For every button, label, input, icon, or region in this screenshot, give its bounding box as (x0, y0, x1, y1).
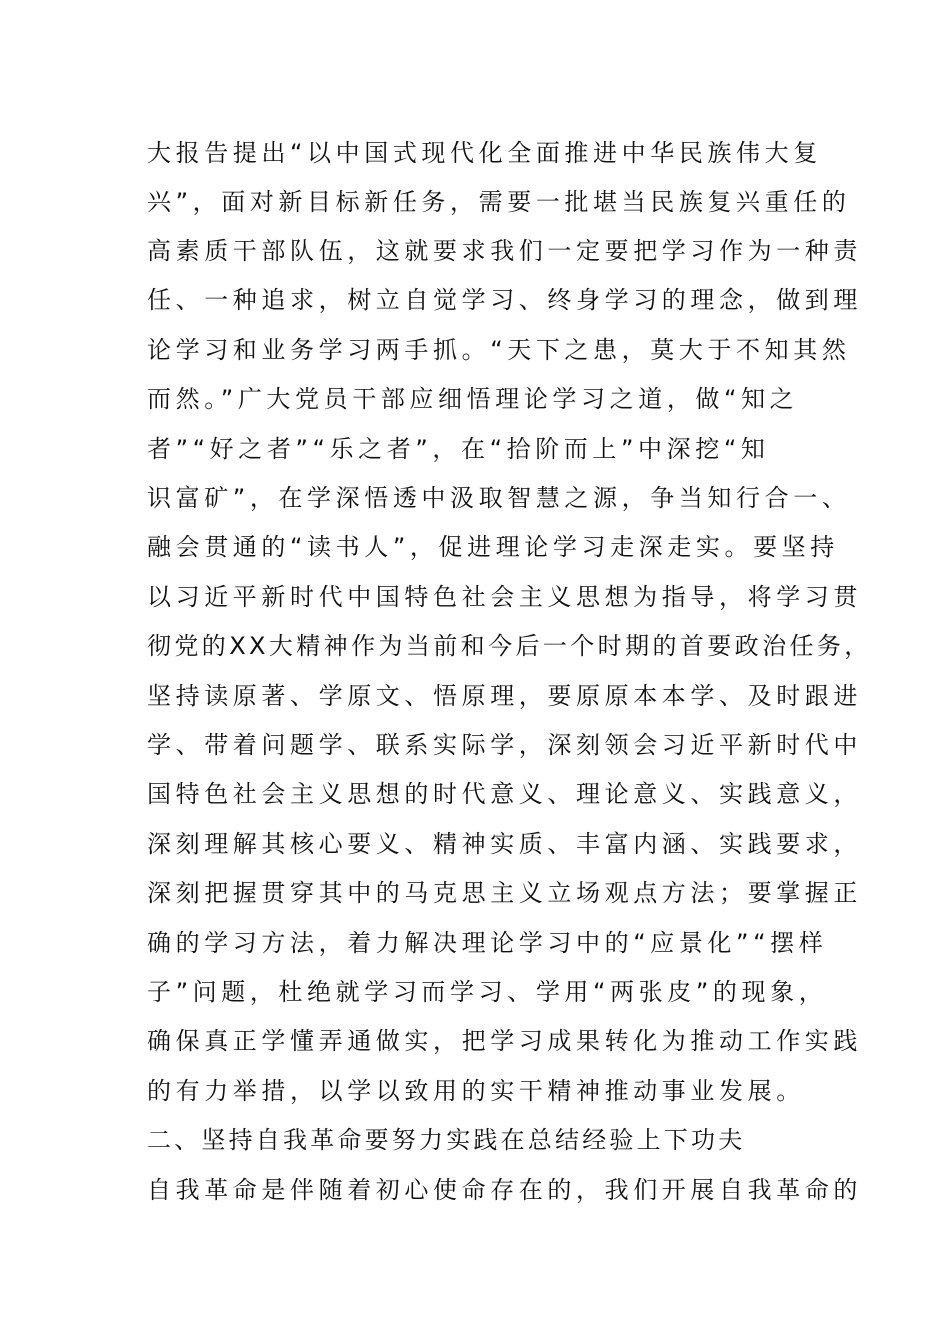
body-text-line: 论学习和业务学习两手抓。“天下之患，莫大于不知其然 (147, 336, 851, 364)
body-text-line: 识富矿”，在学深悟透中汲取智慧之源，争当知行合一、 (147, 484, 851, 512)
body-text-line: 深刻理解其核心要义、精神实质、丰富内涵、实践要求， (147, 830, 862, 858)
body-text-line: 子”问题，杜绝就学习而学习、学用“两张皮”的现象， (147, 978, 828, 1006)
body-text-line: 融会贯通的“读书人”，促进理论学习走深走实。要坚持 (147, 533, 839, 561)
body-text-line: 而然。”广大党员干部应细悟理论学习之道，做“知之 (147, 385, 799, 413)
body-text-line: 确的学习方法，着力解决理论学习中的“应景化”“摆样 (147, 929, 828, 957)
body-text-line: 深刻把握贯穿其中的马克思主义立场观点方法；要掌握正 (147, 879, 862, 907)
body-text-line: 兴”，面对新目标新任务，需要一批堪当民族复兴重任的 (147, 188, 851, 216)
body-text-line: 以习近平新时代中国特色社会主义思想为指导，将学习贯 (147, 583, 862, 611)
body-text-line: 的有力举措，以学以致用的实干精神推动事业发展。 (147, 1077, 805, 1105)
body-text-line: 坚持读原著、学原文、悟原理，要原原本本学、及时跟进 (147, 682, 862, 710)
body-text-line: 大报告提出“以中国式现代化全面推进中华民族伟大复 (147, 139, 822, 167)
body-text-line: 国特色社会主义思想的时代意义、理论意义、实践意义， (147, 780, 862, 808)
section-heading: 二、坚持自我革命要努力实践在总结经验上下功夫 (147, 1126, 746, 1154)
body-text-line: 者”“好之者”“乐之者”，在“拾阶而上”中深挖“知 (147, 435, 770, 463)
body-text-line: 任、一种追求，树立自觉学习、终身学习的理念，做到理 (147, 286, 862, 314)
body-text-line: 高素质干部队伍，这就要求我们一定要把学习作为一种责 (147, 237, 862, 265)
body-text-line: 确保真正学懂弄通做实，把学习成果转化为推动工作实践 (147, 1027, 862, 1055)
body-text-line: 学、带着问题学、联系实际学，深刻领会习近平新时代中 (147, 731, 862, 759)
body-text-line: 自我革命是伴随着初心使命存在的，我们开展自我革命的 (147, 1176, 862, 1204)
body-text-line: 彻党的XX大精神作为当前和今后一个时期的首要政治任务， (147, 632, 872, 660)
